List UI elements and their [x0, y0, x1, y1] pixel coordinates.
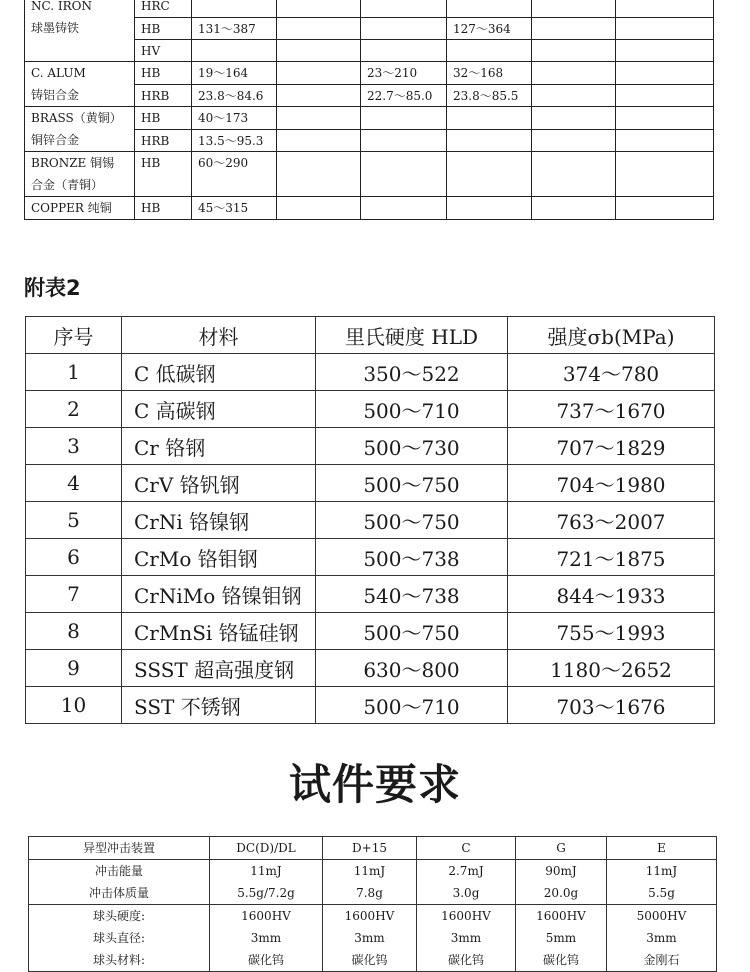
row-hld: 500～738	[316, 539, 508, 576]
spec-label: 冲击能量	[94, 864, 143, 878]
table-row	[26, 502, 715, 539]
spec-value: 5.5g	[648, 886, 675, 900]
spec-value: 金刚石	[643, 953, 680, 967]
table-row	[26, 613, 715, 650]
spec-value-cell	[210, 905, 323, 972]
table-header-row	[29, 837, 717, 860]
material-name-line: 铸铝合金	[31, 88, 80, 102]
material-name-line: 球墨铸铁	[31, 21, 80, 35]
header-strength: 强度σb(MPa)	[508, 317, 715, 354]
value-cell	[361, 107, 447, 152]
value-line: 131～387	[192, 17, 276, 39]
row-hld: 540～738	[316, 576, 508, 613]
row-material: C 低碳钢	[122, 354, 316, 391]
scale-cell	[135, 107, 192, 152]
value-line	[532, 197, 615, 219]
spec-value: 20.0g	[543, 886, 579, 900]
value-line	[532, 84, 615, 106]
row-material: CrV 铬钒钢	[122, 465, 316, 502]
row-strength: 737～1670	[508, 391, 715, 428]
value-line: 40～173	[198, 111, 249, 125]
value-line	[616, 17, 713, 39]
value-line	[447, 152, 531, 174]
value-line	[277, 129, 360, 151]
value-line	[277, 39, 360, 61]
table-row	[26, 465, 715, 502]
hardness-strength-table	[25, 316, 715, 724]
spec-label: 冲击体质量	[88, 886, 149, 900]
scale-cell	[135, 152, 192, 197]
value-cell	[277, 0, 361, 62]
spec-value: 11mJ	[250, 864, 282, 878]
value-line	[277, 197, 360, 219]
scale-label: HB	[141, 201, 161, 215]
row-index: 9	[26, 650, 122, 687]
value-line	[361, 17, 446, 39]
row-index: 8	[26, 613, 122, 650]
row-index: 3	[26, 428, 122, 465]
material-cell	[25, 152, 135, 197]
row-material: CrNiMo 铬镍钼钢	[122, 576, 316, 613]
row-strength: 1180～2652	[508, 650, 715, 687]
value-line	[277, 0, 360, 17]
spec-value-cell	[607, 905, 717, 972]
table-row	[29, 905, 717, 972]
scale-cell	[135, 197, 192, 220]
value-line	[447, 39, 531, 61]
value-line	[361, 197, 446, 219]
value-line: 127～364	[447, 17, 531, 39]
value-line	[616, 39, 713, 61]
header-hld: 里氏硬度 HLD	[316, 317, 508, 354]
table-row	[25, 62, 714, 107]
row-index: 7	[26, 576, 122, 613]
material-name-line: BRONZE 铜锡	[31, 156, 115, 170]
row-hld: 500～730	[316, 428, 508, 465]
value-cell	[192, 62, 277, 107]
value-line	[447, 197, 531, 219]
value-line	[616, 107, 713, 129]
row-material: CrNi 铬镍钢	[122, 502, 316, 539]
value-line	[277, 152, 360, 174]
row-strength: 374～780	[508, 354, 715, 391]
spec-value: 3.0g	[452, 886, 480, 900]
row-hld: 500～750	[316, 613, 508, 650]
material-name-line: BRASS（黄铜）	[31, 111, 122, 125]
table-row	[26, 650, 715, 687]
table-row	[25, 0, 714, 62]
spec-value-cell	[323, 860, 417, 905]
scale-label: HRB	[135, 129, 191, 151]
row-index: 10	[26, 687, 122, 724]
value-cell	[616, 62, 714, 107]
scale-label: HRB	[135, 84, 191, 106]
value-cell	[192, 197, 277, 220]
material-cell	[25, 62, 135, 107]
row-strength: 704～1980	[508, 465, 715, 502]
scale-cell	[135, 62, 192, 107]
row-index: 2	[26, 391, 122, 428]
appendix-2-title: 附表2	[24, 276, 81, 300]
row-material: Cr 铬钢	[122, 428, 316, 465]
value-cell	[361, 0, 447, 62]
value-line	[532, 17, 615, 39]
value-cell	[277, 197, 361, 220]
value-line	[532, 0, 615, 17]
material-name-line: COPPER 纯铜	[31, 201, 112, 215]
spec-value: 7.8g	[356, 886, 383, 900]
spec-value-cell	[516, 905, 607, 972]
spec-value: 5000HV	[636, 909, 687, 923]
spec-value-cell	[417, 905, 516, 972]
table-header-row	[26, 317, 715, 354]
spec-value: 1600HV	[441, 909, 491, 923]
scale-label: HB	[141, 156, 161, 170]
material-cell	[25, 107, 135, 152]
spec-value: 3mm	[354, 931, 385, 945]
value-line: 45～315	[198, 201, 249, 215]
spec-value: 碳化钨	[542, 953, 579, 967]
row-index: 4	[26, 465, 122, 502]
value-line	[616, 197, 713, 219]
material-name-line: C. ALUM	[31, 66, 86, 80]
value-line	[277, 17, 360, 39]
row-material: SST 不锈钢	[122, 687, 316, 724]
value-cell	[616, 197, 714, 220]
spec-value: 90mJ	[545, 864, 577, 878]
row-index: 1	[26, 354, 122, 391]
spec-value-cell	[210, 860, 323, 905]
value-cell	[361, 152, 447, 197]
spec-label: 球头直径:	[92, 931, 146, 945]
value-cell	[532, 152, 616, 197]
spec-value: 3mm	[450, 931, 482, 945]
value-cell	[616, 0, 714, 62]
spec-value-cell	[417, 860, 516, 905]
row-strength: 707～1829	[508, 428, 715, 465]
value-cell	[447, 197, 532, 220]
material-name-line: 合金（青铜）	[31, 178, 104, 192]
row-index: 5	[26, 502, 122, 539]
value-cell	[532, 62, 616, 107]
spec-value: 碳化钨	[447, 953, 484, 967]
scale-label: HB	[141, 66, 161, 80]
value-cell	[532, 0, 616, 62]
value-line	[616, 84, 713, 106]
material-name-line: NC. IRON	[31, 0, 92, 13]
spec-value: 1600HV	[536, 909, 586, 923]
value-cell	[532, 107, 616, 152]
value-cell	[532, 197, 616, 220]
row-hld: 500～750	[316, 465, 508, 502]
row-hld: 350～522	[316, 354, 508, 391]
table-row	[26, 576, 715, 613]
header-cell: D+15	[323, 837, 417, 860]
header-material: 材料	[122, 317, 316, 354]
spec-label-cell	[29, 860, 210, 905]
spec-value: 3mm	[250, 931, 282, 945]
spec-value: 11mJ	[645, 864, 678, 878]
scale-label: HB	[141, 111, 161, 125]
row-index: 6	[26, 539, 122, 576]
spec-value: 1600HV	[241, 909, 291, 923]
value-line	[447, 107, 531, 129]
table-row	[26, 539, 715, 576]
value-line	[361, 152, 446, 174]
scale-label: HRC	[141, 0, 170, 13]
value-cell	[277, 62, 361, 107]
value-line	[277, 62, 360, 84]
spec-value: 碳化钨	[351, 953, 388, 967]
spec-value: 1600HV	[344, 909, 395, 923]
table-row	[25, 152, 714, 197]
value-cell	[616, 107, 714, 152]
value-line	[532, 129, 615, 151]
row-material: CrMnSi 铬锰硅钢	[122, 613, 316, 650]
value-line	[361, 39, 446, 61]
value-cell	[361, 62, 447, 107]
row-material: C 高碳钢	[122, 391, 316, 428]
value-line	[532, 39, 615, 61]
scale-label: HV	[135, 39, 191, 61]
value-line	[532, 152, 615, 174]
row-hld: 500～750	[316, 502, 508, 539]
row-hld: 630～800	[316, 650, 508, 687]
value-line: 13.5～95.3	[192, 129, 276, 151]
spec-value: 5mm	[545, 931, 577, 945]
material-hardness-table	[24, 0, 714, 220]
value-line	[616, 129, 713, 151]
spec-label: 球头材料:	[92, 953, 146, 967]
value-cell	[447, 152, 532, 197]
value-line	[616, 62, 713, 84]
spec-value-cell	[323, 905, 417, 972]
value-cell	[616, 152, 714, 197]
row-strength: 721～1875	[508, 539, 715, 576]
row-strength: 755～1993	[508, 613, 715, 650]
header-cell: C	[417, 837, 516, 860]
header-index: 序号	[26, 317, 122, 354]
value-cell	[447, 107, 532, 152]
spec-value: 5.5g/7.2g	[237, 886, 295, 900]
value-line: 23～210	[367, 66, 418, 80]
table-row	[26, 391, 715, 428]
value-cell	[192, 152, 277, 197]
value-cell	[192, 107, 277, 152]
value-line	[361, 129, 446, 151]
table-row	[25, 197, 714, 220]
header-cell: DC(D)/DL	[210, 837, 323, 860]
table-row	[26, 354, 715, 391]
value-cell	[447, 0, 532, 62]
header-cell: E	[607, 837, 717, 860]
scale-label: HB	[135, 17, 191, 39]
row-strength: 703～1676	[508, 687, 715, 724]
value-cell	[277, 107, 361, 152]
header-cell: 异型冲击装置	[29, 837, 210, 860]
spec-value-cell	[516, 860, 607, 905]
value-cell	[447, 62, 532, 107]
value-line	[277, 107, 360, 129]
value-line	[192, 39, 276, 61]
value-line: 19～164	[198, 66, 249, 80]
spec-label-cell	[29, 905, 210, 972]
spec-value-cell	[607, 860, 717, 905]
value-line	[447, 0, 531, 17]
spec-value: 碳化钨	[247, 953, 284, 967]
value-cell	[361, 197, 447, 220]
value-cell	[277, 152, 361, 197]
value-cell	[192, 0, 277, 62]
row-strength: 844～1933	[508, 576, 715, 613]
value-line	[361, 0, 446, 17]
specimen-requirements-title: 试件要求	[288, 760, 461, 809]
value-line	[447, 129, 531, 151]
value-line: 23.8～84.6	[192, 84, 276, 106]
value-line: 23.8～85.5	[447, 84, 531, 106]
row-hld: 500～710	[316, 687, 508, 724]
row-strength: 763～2007	[508, 502, 715, 539]
value-line	[616, 0, 713, 17]
material-cell	[25, 197, 135, 220]
material-name-line: 铜锌合金	[31, 133, 80, 147]
value-line	[616, 152, 713, 174]
value-line	[277, 84, 360, 106]
row-hld: 500～710	[316, 391, 508, 428]
spec-value: 11mJ	[353, 864, 386, 878]
header-cell: G	[516, 837, 607, 860]
scale-cell	[135, 0, 192, 62]
material-cell	[25, 0, 135, 62]
table-row	[26, 687, 715, 724]
value-line: 32～168	[453, 66, 504, 80]
table-row	[26, 428, 715, 465]
value-line	[532, 107, 615, 129]
value-line	[361, 107, 446, 129]
row-material: CrMo 铬钼钢	[122, 539, 316, 576]
spec-label: 球头硬度:	[92, 909, 146, 923]
table-row	[25, 107, 714, 152]
row-material: SSST 超高强度钢	[122, 650, 316, 687]
spec-value: 3mm	[646, 931, 677, 945]
impact-device-table	[28, 836, 717, 972]
value-line: 22.7～85.0	[361, 84, 446, 106]
value-line	[192, 0, 276, 17]
spec-value: 2.7mJ	[448, 864, 484, 878]
value-line: 60～290	[198, 156, 249, 170]
table-row	[29, 860, 717, 905]
value-line	[532, 62, 615, 84]
